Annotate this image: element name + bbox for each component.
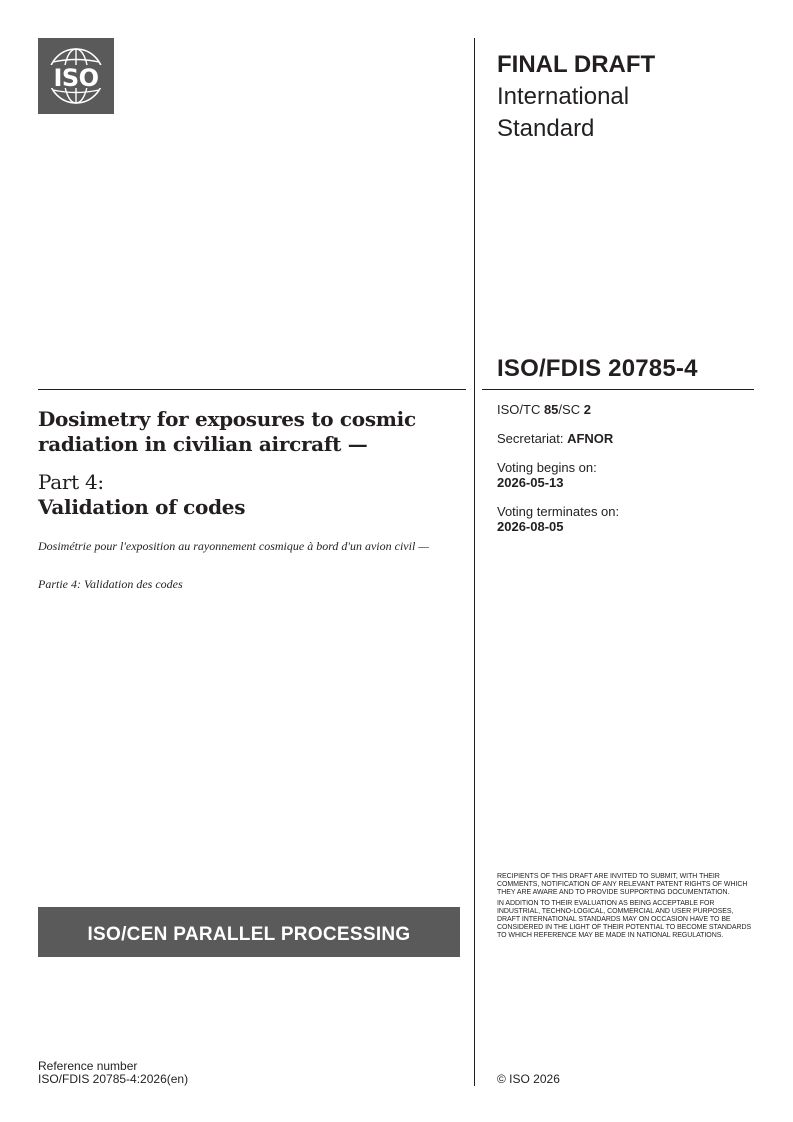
secretariat-value: AFNOR — [567, 431, 614, 446]
secretariat — [497, 431, 613, 446]
technical-committee — [497, 402, 591, 417]
status-line-3: Standard — [497, 115, 595, 142]
horizontal-divider-right — [482, 389, 754, 390]
sc-number: 2 — [583, 402, 591, 417]
document-status — [497, 49, 747, 145]
copyright: © ISO 2026 — [497, 1072, 560, 1086]
tc-number: 85 — [543, 402, 559, 417]
part-number: Part 4: — [38, 470, 104, 494]
part-title: Validation of codes — [38, 495, 246, 519]
document-number: ISO/FDIS 20785-4 — [497, 355, 698, 382]
secretariat-label: Secretariat: — [497, 431, 568, 446]
voting-begins-date: 2026-05-13 — [497, 475, 564, 490]
status-line-2: International — [497, 83, 630, 110]
parallel-processing-banner: ISO/CEN PARALLEL PROCESSING — [38, 907, 460, 957]
french-part-title: Partie 4: Validation des codes — [38, 577, 183, 591]
voting-terminates-date: 2026-08-05 — [497, 519, 564, 534]
notice-paragraph-1: RECIPIENTS OF THIS DRAFT ARE INVITED TO SUBMIT, WITH THEIR COMMENTS, NOTIFICATION OF ANY RELEVANT PATENT RIGHTS OF WHICH THEY ARE AWARE AND TO PROVIDE SUPPORTING DOCUMENTATION. — [497, 873, 748, 896]
iso-globe-logo-graphic — [38, 38, 114, 114]
iso-globe-logo — [38, 38, 114, 114]
sc-prefix: /SC — [558, 402, 584, 417]
voting-begins — [497, 460, 597, 490]
tc-prefix: ISO/TC — [497, 402, 544, 417]
vertical-divider — [474, 38, 475, 1086]
draft-notice — [497, 873, 753, 943]
voting-begins-label: Voting begins on: — [497, 460, 597, 475]
reference-number: ISO/FDIS 20785-4:2026(en) — [38, 1072, 189, 1086]
logo-text: ISO — [53, 64, 99, 92]
notice-paragraph-2: IN ADDITION TO THEIR EVALUATION AS BEING ACCEPTABLE FOR INDUSTRIAL, TECHNO-LOGICAL, COMMERCIAL AND USER PURPOSES, DRAFT INTERNATIONAL STANDARDS MAY ON OCCASION HAVE TO BE CONSIDERED IN THE LIGHT OF THEIR POTENTIAL TO BECOME STANDARDS TO WHICH REFERENCE MAY BE MADE IN NATIONAL REGULATIONS. — [497, 900, 752, 939]
voting-terminates — [497, 504, 619, 534]
voting-terminates-label: Voting terminates on: — [497, 504, 620, 519]
horizontal-divider-left — [38, 389, 466, 390]
french-title: Dosimétrie pour l'exposition au rayonnement cosmique à bord d'un avion civil — — [38, 539, 429, 553]
status-line-1: FINAL DRAFT — [497, 51, 656, 78]
document-title: Dosimetry for exposures to cosmic radiation in civilian aircraft — — [38, 407, 416, 456]
reference-label: Reference number — [38, 1059, 138, 1073]
